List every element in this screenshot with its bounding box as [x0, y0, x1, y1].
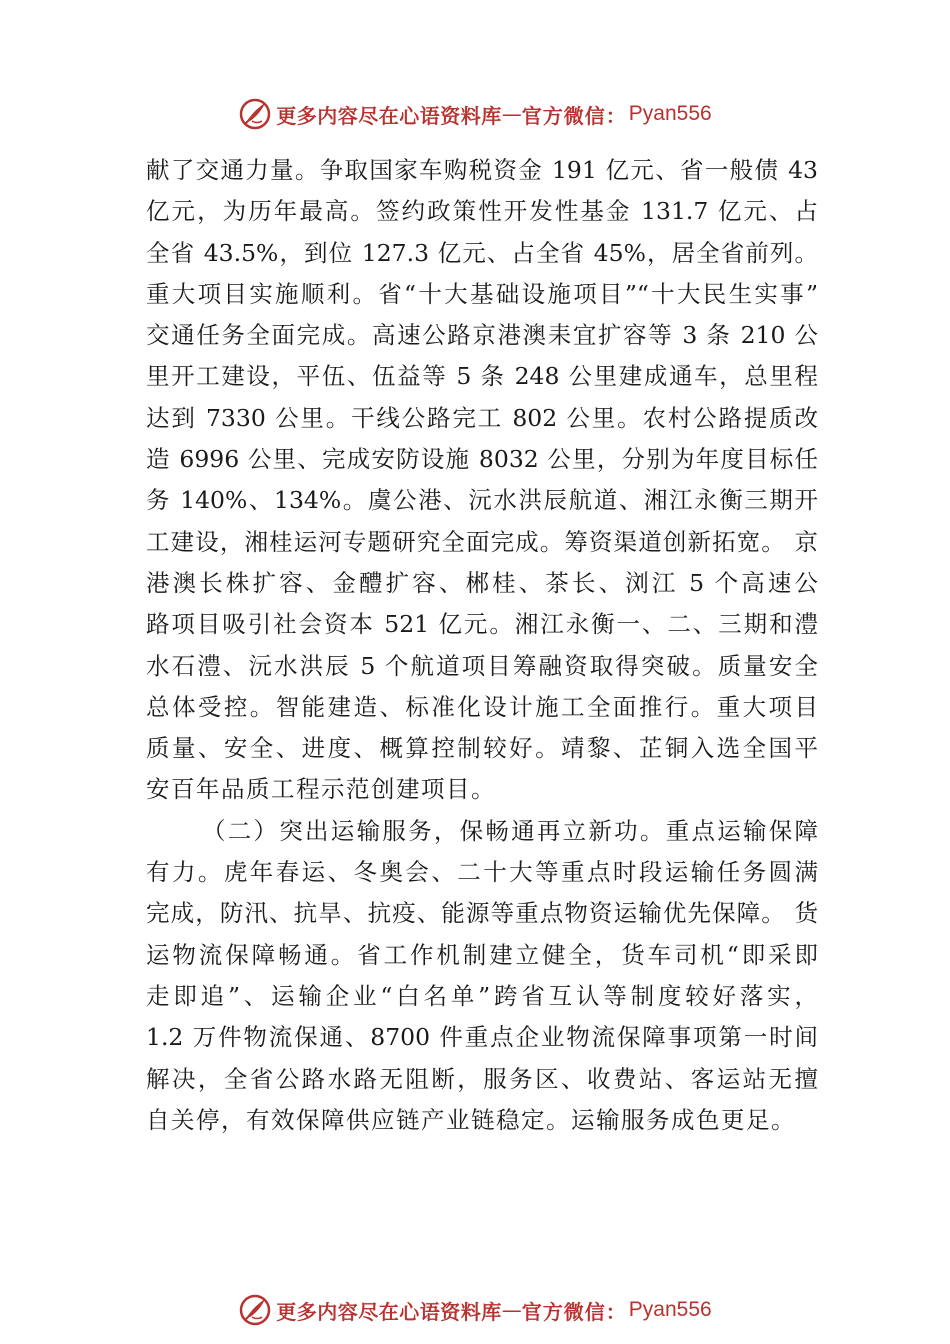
- banner-dash: —: [501, 1298, 522, 1322]
- text-line: 港澳长株扩容、金醴扩容、郴桂、茶长、浏江 5 个高速公: [146, 568, 818, 597]
- text-line: 重大项目实施顺利。省“十大基础设施项目”“十大民生实事”: [146, 279, 818, 308]
- banner-official-label: 官方微信：: [521, 103, 627, 128]
- text-line: 走即追”、运输企业“白名单”跨省互认等制度较好落实，: [146, 981, 818, 1010]
- banner-dash: —: [501, 102, 522, 126]
- feather-pen-logo-icon: [238, 97, 272, 131]
- banner-official-label: 官方微信：: [521, 1299, 627, 1324]
- banner-wechat-id: Pyan556: [628, 102, 712, 125]
- text-line: 里开工建设，平伍、伍益等 5 条 248 公里建成通车，总里程: [146, 362, 818, 391]
- text-line: 务 140%、134%。虞公港、沅水洪辰航道、湘江永衡三期开: [146, 486, 818, 515]
- paragraph-end-line: 安百年品质工程示范创建项目。: [146, 775, 496, 804]
- footer-banner: [0, 1290, 950, 1330]
- banner-text: 更多内容尽在心语资料库: [276, 103, 502, 128]
- text-line: 水石澧、沅水洪辰 5 个航道项目筹融资取得突破。质量安全: [146, 651, 818, 680]
- text-line: 献了交通力量。争取国家车购税资金 191 亿元、省一般债 43: [146, 156, 818, 184]
- text-line: 达到 7330 公里。干线公路完工 802 公里。农村公路提质改: [146, 403, 818, 432]
- text-line: 路项目吸引社会资本 521 亿元。湘江永衡一、二、三期和澧: [146, 610, 818, 639]
- text-line: 质量、安全、进度、概算控制较好。靖黎、芷铜入选全国平: [146, 734, 818, 763]
- text-line: 解决，全省公路水路无阻断，服务区、收费站、客运站无擅: [146, 1064, 818, 1093]
- text-line: 运物流保障畅通。省工作机制建立健全，货车司机“即采即: [146, 940, 818, 969]
- text-line: 亿元，为历年最高。签约政策性开发性基金 131.7 亿元、占: [146, 197, 818, 226]
- document-body: [146, 150, 818, 1141]
- text-line: 有力。虎年春运、冬奥会、二十大等重点时段运输任务圆满: [146, 858, 818, 887]
- banner-text: 更多内容尽在心语资料库: [276, 1299, 502, 1324]
- section-heading-line: （二）突出运输服务，保畅通再立新功。重点运输保障: [202, 816, 818, 845]
- text-line: 交通任务全面完成。高速公路京港澳耒宜扩容等 3 条 210 公: [146, 321, 818, 350]
- text-line: 工建设，湘桂运河专题研究全面完成。筹资渠道创新拓宽。 京: [146, 527, 818, 556]
- paragraph-end-line: 自关停，有效保障供应链产业链稳定。运输服务成色更足。: [146, 1105, 796, 1134]
- text-line: 1.2 万件物流保通、8700 件重点企业物流保障事项第一时间: [146, 1023, 818, 1052]
- text-line: 总体受控。智能建造、标准化设计施工全面推行。重大项目: [146, 692, 818, 721]
- text-line: 全省 43.5%，到位 127.3 亿元、占全省 45%，居全省前列。: [146, 238, 818, 267]
- text-line: 完成，防汛、抗旱、抗疫、能源等重点物资运输优先保障。 货: [146, 899, 818, 928]
- banner-wechat-id: Pyan556: [628, 1298, 712, 1321]
- header-banner: [0, 94, 950, 134]
- text-line: 造 6996 公里、完成安防设施 8032 公里，分别为年度目标任: [146, 445, 818, 474]
- feather-pen-logo-icon: [238, 1293, 272, 1327]
